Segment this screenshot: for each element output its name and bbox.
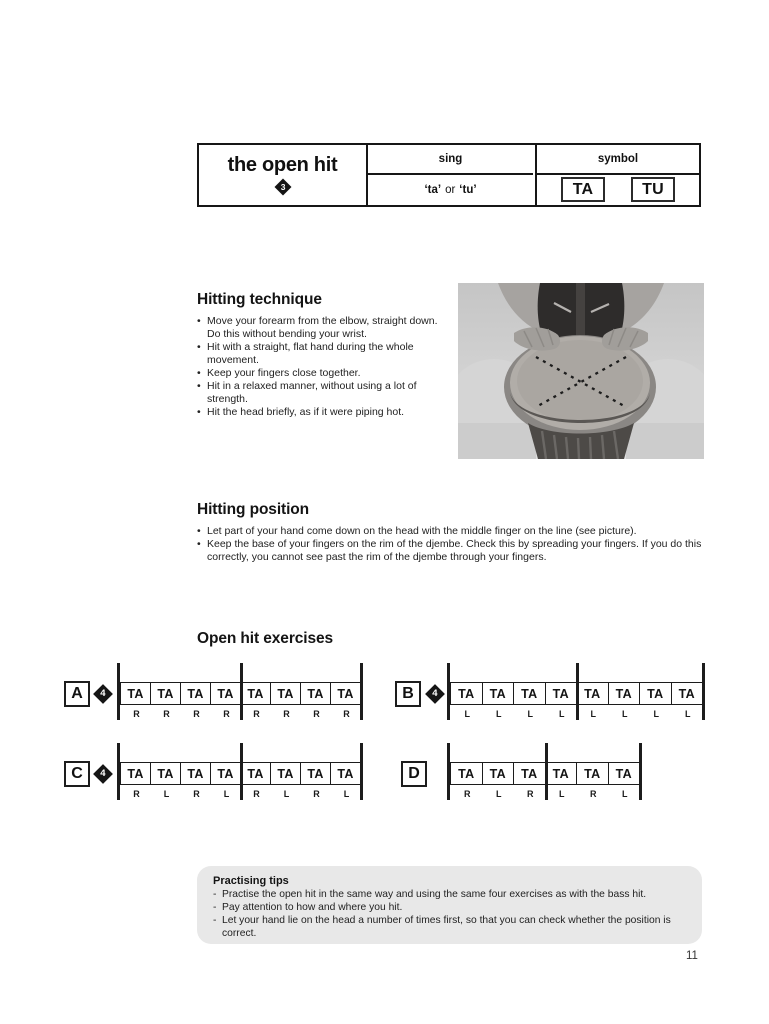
note-cell: TA [609, 763, 641, 784]
note-cell: TA [151, 683, 181, 704]
bullet-marker: • [197, 538, 201, 550]
symbol-header: symbol [597, 152, 639, 165]
bullet-marker: - [213, 915, 217, 926]
sing-value [368, 175, 533, 205]
cd-track-badge [424, 683, 446, 705]
bullet-item [197, 525, 737, 538]
page-number: 11 [686, 950, 698, 962]
note-cells [450, 762, 640, 785]
hand-indicator: R [590, 789, 597, 799]
note-cell: TA [181, 683, 211, 704]
hand-indicator: L [590, 709, 596, 719]
badge-number: 4 [432, 688, 438, 700]
hand-indicator: R [313, 789, 320, 799]
bullet-text: Keep your fingers close together. [207, 367, 361, 379]
sing-or: or [445, 183, 456, 196]
note-cell: TA [181, 763, 211, 784]
note-cell: TA [609, 683, 641, 704]
note-cell: TA [331, 683, 361, 704]
hand-indicator: R [253, 789, 260, 799]
hand-indicator: R [464, 789, 471, 799]
rhythm-staff [447, 743, 642, 800]
bullet-text: Let your hand lie on the head a number of times first, so that you can check whether the position is correct. [222, 915, 671, 939]
note-cell: TA [577, 763, 609, 784]
note-cell: TA [121, 683, 151, 704]
position-heading: Hitting position [197, 501, 310, 518]
rhythm-staff [117, 663, 363, 720]
cd-track-badge [92, 683, 114, 705]
bullet-marker: - [213, 902, 217, 913]
lesson-title: the open hit [227, 154, 338, 176]
hand-indicator: L [496, 789, 502, 799]
bullet-item [197, 367, 447, 380]
rhythm-staff [117, 743, 363, 800]
note-cell: TA [241, 763, 271, 784]
bullet-marker: • [197, 380, 201, 392]
note-cell: TA [211, 763, 241, 784]
note-cell: TA [577, 683, 609, 704]
note-cell: TA [514, 683, 546, 704]
diamond-icon [93, 764, 113, 784]
note-cell: TA [301, 763, 331, 784]
bullet-marker: • [197, 525, 201, 537]
bullet-item [213, 888, 696, 901]
hand-indicator: R [133, 709, 140, 719]
diamond-icon [274, 179, 291, 196]
bullet-text: Pay attention to how and where you hit. [222, 902, 403, 913]
badge-number: 3 [280, 181, 285, 192]
cd-track-badge [274, 178, 292, 196]
note-cell: TA [483, 683, 515, 704]
note-cells [120, 682, 361, 705]
bullet-text: Move your forearm from the elbow, straight down. Do this without bending your wrist. [207, 315, 438, 340]
exercise-label: B [395, 681, 421, 707]
bullet-item [213, 901, 696, 914]
hand-indicator: L [283, 789, 290, 799]
hand-indicator: R [283, 709, 290, 719]
hand-indicator: R [343, 709, 350, 719]
badge-number: 4 [100, 768, 106, 780]
lesson-title-cell [199, 145, 366, 205]
open-hit-table [197, 143, 701, 207]
position-bullet-list [197, 525, 737, 564]
technique-bullet-list [197, 315, 447, 419]
exercise-label: C [64, 761, 90, 787]
bullet-marker: • [197, 367, 201, 379]
note-cells [450, 682, 703, 705]
bullet-marker: • [197, 406, 201, 418]
bullet-item [197, 341, 447, 367]
symbol-ta-box: TA [561, 177, 605, 202]
djembe-photo [458, 283, 704, 459]
note-cell: TA [451, 683, 483, 704]
bullet-text: Let part of your hand come down on the head with the middle finger on the line (see picture). [207, 525, 637, 537]
bullet-item [197, 315, 447, 341]
bullet-item [213, 914, 696, 940]
diamond-icon [425, 684, 445, 704]
hand-indicator: L [163, 789, 170, 799]
tips-list [213, 888, 696, 940]
note-cell: TA [241, 683, 271, 704]
hand-row [452, 709, 704, 719]
exercise-label: D [401, 761, 427, 787]
note-cell: TA [451, 763, 483, 784]
hand-indicator: L [685, 709, 691, 719]
hand-indicator: L [559, 789, 565, 799]
note-cell: TA [546, 683, 578, 704]
symbol-value [537, 175, 699, 205]
bullet-text: Hit in a relaxed manner, without using a lot of strength. [207, 380, 417, 405]
note-cell: TA [211, 683, 241, 704]
bullet-marker: • [197, 315, 201, 327]
hand-row [122, 709, 362, 719]
bullet-text: Hit with a straight, flat hand during the whole movement. [207, 341, 414, 366]
hand-indicator: L [559, 709, 565, 719]
hand-indicator: L [343, 789, 350, 799]
hand-indicator: R [193, 709, 200, 719]
bullet-item [197, 406, 447, 419]
bullet-text: Keep the base of your fingers on the rim of the djembe. Check this by spreading your fingers. If you do this correctly, you cannot see past the rim of the djembe through your fingers. [207, 538, 702, 563]
diamond-icon [93, 684, 113, 704]
bullet-marker: • [197, 341, 201, 353]
note-cell: TA [331, 763, 361, 784]
hand-indicator: R [193, 789, 200, 799]
hand-indicator: R [527, 789, 534, 799]
technique-heading: Hitting technique [197, 291, 322, 308]
hand-indicator: L [653, 709, 659, 719]
hand-indicator: L [223, 789, 230, 799]
note-cell: TA [121, 763, 151, 784]
exercises-heading: Open hit exercises [197, 630, 334, 647]
hand-indicator: L [464, 709, 470, 719]
hand-indicator: R [253, 709, 260, 719]
bullet-text: Practise the open hit in the same way and using the same four exercises as with the bass hit. [222, 889, 647, 900]
hand-row [122, 789, 362, 799]
hand-indicator: R [223, 709, 230, 719]
hand-indicator: L [622, 789, 628, 799]
bullet-item [197, 538, 737, 564]
symbol-tu-box: TU [631, 177, 675, 202]
sing-ta: ‘ta’ [424, 183, 442, 196]
hand-indicator: L [622, 709, 628, 719]
badge-number: 4 [100, 688, 106, 700]
hand-indicator: R [133, 789, 140, 799]
rhythm-staff [447, 663, 705, 720]
hand-indicator: L [527, 709, 533, 719]
note-cell: TA [514, 763, 546, 784]
note-cells [120, 762, 361, 785]
cd-track-badge [92, 763, 114, 785]
note-cell: TA [483, 763, 515, 784]
hand-indicator: L [496, 709, 502, 719]
hand-row [452, 789, 641, 799]
note-cell: TA [151, 763, 181, 784]
note-cell: TA [672, 683, 704, 704]
exercise-label: A [64, 681, 90, 707]
note-cell: TA [301, 683, 331, 704]
bullet-item [197, 380, 447, 406]
tips-heading: Practising tips [213, 875, 289, 887]
sing-header: sing [438, 152, 463, 165]
note-cell: TA [640, 683, 672, 704]
hand-indicator: R [313, 709, 320, 719]
hand-indicator: R [163, 709, 170, 719]
note-cell: TA [546, 763, 578, 784]
note-cell: TA [271, 683, 301, 704]
practising-tips-box [197, 866, 702, 944]
bullet-marker: - [213, 889, 217, 900]
note-cell: TA [271, 763, 301, 784]
sing-tu: ‘tu’ [459, 183, 477, 196]
bullet-text: Hit the head briefly, as if it were piping hot. [207, 406, 405, 418]
